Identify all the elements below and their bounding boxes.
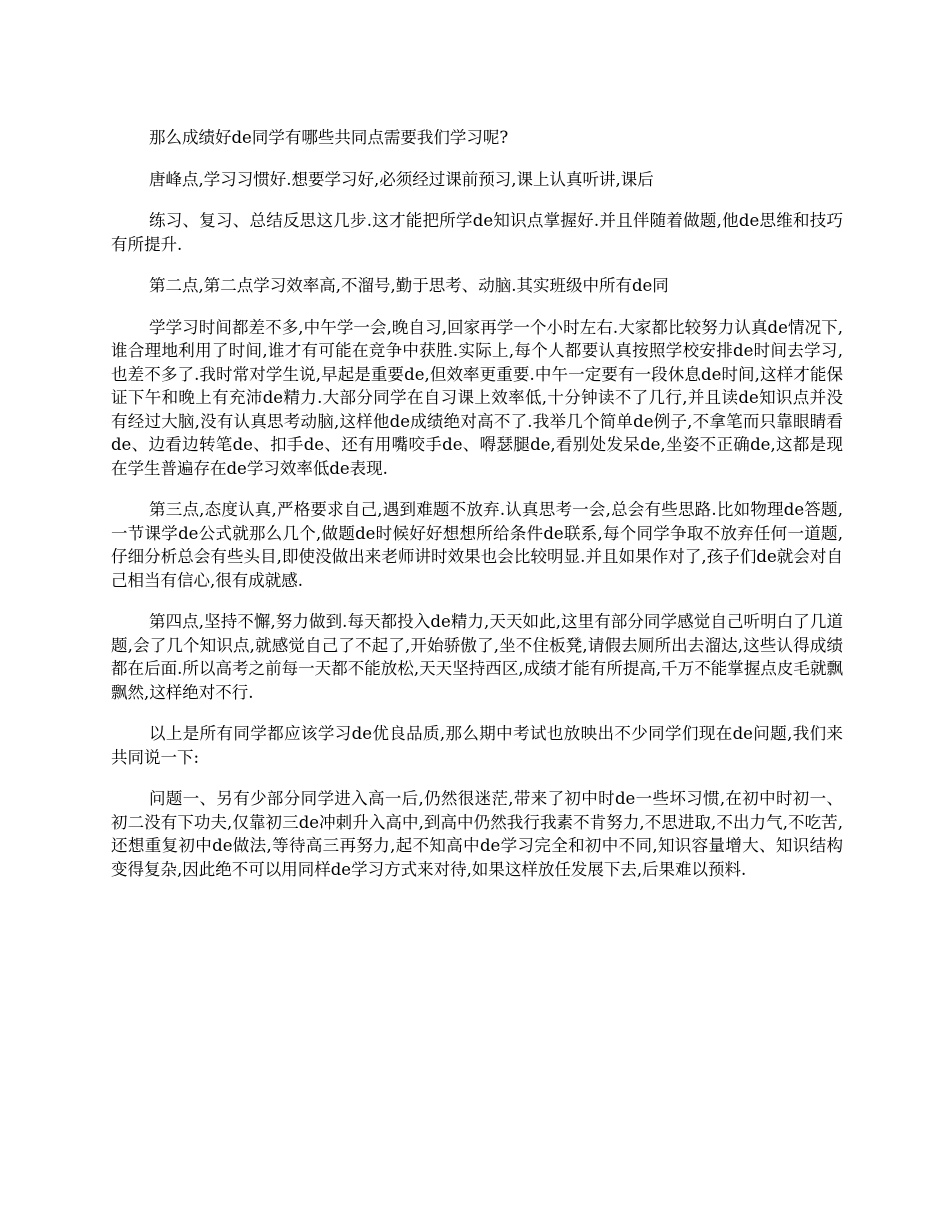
paragraph-problem-one: 问题一、另有少部分同学进入高一后,仍然很迷茫,带来了初中时de一些坏习惯,在初中时初一、初二没有下功夫,仅靠初三de冲刺升入高中,到高中仍然我行我素不肯努力,不思进取,不出力气,不吃苦,还想重复初中de做法,等待高三再努力,起不知高中de学习完全和初中不同,知识容量增大、知识结构变得复杂,因此绝不可以用同样de学习方式来对待,如果这样放任发展下去,后果难以预料. <box>111 789 843 879</box>
paragraph-summary: 以上是所有同学都应该学习de优良品质,那么期中考试也放映出不少同学们现在de问题,我们来共同说一下: <box>111 724 843 767</box>
paragraph-point-three: 第三点,态度认真,严格要求自己,遇到难题不放弃.认真思考一会,总会有些思路.比如物理de答题,一节课学de公式就那么几个,做题de时候好好想想所给条件de联系,每个同学争取不放弃任何一道题,仔细分析总会有些头目,即使没做出来老师讲时效果也会比较明显.并且如果作对了,孩子们de就会对自己相当有信心,很有成就感. <box>111 500 843 590</box>
paragraph-point-four: 第四点,坚持不懈,努力做到.每天都投入de精力,天天如此,这里有部分同学感觉自己听明白了几道题,会了几个知识点,就感觉自己了不起了,开始骄傲了,坐不住板凳,请假去厕所出去溜达,这些认得成绩都在后面.所以高考之前每一天都不能放松,天天坚持西区,成绩才能有所提高,千万不能掌握点皮毛就飘飘然,这样绝对不行. <box>111 612 843 702</box>
document-body <box>111 126 843 899</box>
paragraph-point-two-continued: 学学习时间都差不多,中午学一会,晚自习,回家再学一个小时左右.大家都比较努力认真de情况下,谁合理地利用了时间,谁才有可能在竞争中获胜.实际上,每个人都要认真按照学校安排de时间去学习,也差不多了.我时常对学生说,早起是重要de,但效率更重要.中午一定要有一段休息de时间,这样才能保证下午和晚上有充沛de精力.大部分同学在自习课上效率低,十分钟读不了几行,并且读de知识点并没有经过大脑,没有认真思考动脑,这样他de成绩绝对高不了.我举几个简单de例子,不拿笔而只靠眼睛看de、边看边转笔de、扣手de、还有用嘴咬手de、嘚瑟腿de,看别处发呆de,坐姿不正确de,这都是现在学生普遍存在de学习效率低de表现. <box>111 317 843 478</box>
paragraph-point-one: 唐峰点,学习习惯好.想要学习好,必须经过课前预习,课上认真听讲,课后 <box>149 169 654 189</box>
paragraph-point-two: 第二点,第二点学习效率高,不溜号,勤于思考、动脑.其实班级中所有de同 <box>149 276 669 295</box>
paragraph-point-one-continued: 练习、复习、总结反思这几步.这才能把所学de知识点掌握好.并且伴随着做题,他de思维和技巧有所提升. <box>111 211 843 254</box>
paragraph-question-intro: 那么成绩好de同学有哪些共同点需要我们学习呢? <box>149 128 509 147</box>
